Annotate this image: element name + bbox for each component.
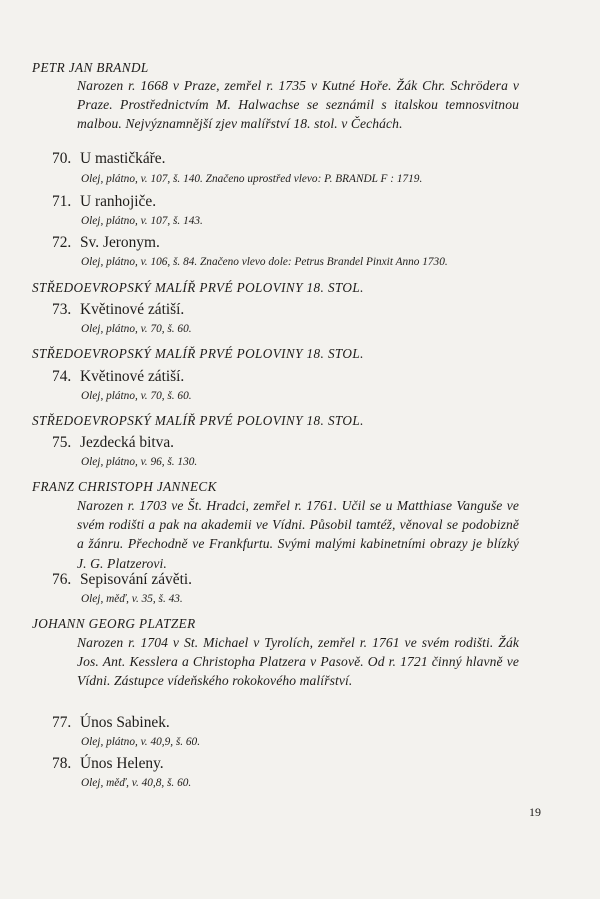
artist-heading: FRANZ CHRISTOPH JANNECK: [32, 479, 217, 494]
artist-heading: JOHANN GEORG PLATZER: [32, 616, 196, 631]
artist-bio: Narozen r. 1668 v Praze, zemřel r. 1735 v Kutné Hoře. Žák Chr. Schrödera v Praze. Prostřednictvím M. Halwachse se seznámil s italskou temnosvitnou malbou. Nejvýznamnější zjev malířství 18. stol. v Čechách.: [77, 78, 519, 132]
item-detail: Olej, plátno, v. 40,9, š. 60.: [81, 736, 201, 748]
item-detail: Olej, plátno, v. 96, š. 130.: [81, 456, 198, 468]
item-number: 71.: [52, 193, 72, 210]
item-detail: Olej, plátno, v. 70, š. 60.: [81, 390, 192, 402]
item-name: Sepisování závěti.: [80, 571, 192, 588]
catalog-item-title: [52, 301, 184, 319]
item-number: 74.: [52, 368, 72, 385]
item-number: 78.: [52, 755, 72, 772]
artist-heading: STŘEDOEVROPSKÝ MALÍŘ PRVÉ POLOVINY 18. STOL.: [32, 280, 364, 295]
item-detail: Olej, plátno, v. 107, š. 140. Značeno uprostřed vlevo: P. BRANDL F : 1719.: [81, 173, 423, 185]
catalog-item-title: [52, 150, 165, 168]
item-name: Únos Sabinek.: [80, 714, 170, 731]
item-name: Květinové zátiší.: [80, 301, 185, 318]
artist-heading: PETR JAN BRANDL: [32, 60, 149, 75]
item-number: 75.: [52, 434, 72, 451]
catalog-item-title: [52, 193, 156, 211]
item-name: Jezdecká bitva.: [80, 434, 175, 451]
artist-bio: Narozen r. 1704 v St. Michael v Tyrolích, zemřel r. 1761 ve svém rodišti. Žák Jos. Ant. Kesslera a Christopha Platzera v Pasově. Od r. 1721 činný hlavně ve Vídni. Zástupce vídeňského rokokového malířství.: [77, 635, 519, 689]
catalog-item-title: [52, 714, 170, 732]
item-number: 72.: [52, 234, 72, 251]
item-name: Květinové zátiší.: [80, 368, 185, 385]
item-detail: Olej, plátno, v. 107, š. 143.: [81, 215, 203, 227]
item-detail: Olej, měď, v. 40,8, š. 60.: [81, 777, 192, 789]
item-name: Únos Heleny.: [80, 755, 164, 772]
item-name: Sv. Jeronym.: [80, 234, 160, 251]
item-detail: Olej, plátno, v. 70, š. 60.: [81, 323, 192, 335]
item-name: U mastičkáře.: [80, 150, 166, 167]
item-number: 76.: [52, 571, 72, 588]
item-number: 70.: [52, 150, 72, 167]
item-detail: Olej, plátno, v. 106, š. 84. Značeno vlevo dole: Petrus Brandel Pinxit Anno 1730.: [81, 256, 448, 268]
artist-heading: STŘEDOEVROPSKÝ MALÍŘ PRVÉ POLOVINY 18. STOL.: [32, 346, 364, 361]
artist-heading: STŘEDOEVROPSKÝ MALÍŘ PRVÉ POLOVINY 18. STOL.: [32, 413, 364, 428]
page-number: 19: [529, 805, 541, 819]
artist-bio: Narozen r. 1703 ve Št. Hradci, zemřel r. 1761. Učil se u Matthiase Vanguše ve svém rodišti a pak na akademii ve Vídni. Působil tamtéž, věnoval se podobizně a žánru. Přechodně ve Frankfurtu. Svými malými kabinetními obrazy je blízký J. G. Platzerovi.: [77, 498, 519, 571]
item-number: 73.: [52, 301, 72, 318]
catalog-item-title: [52, 434, 174, 452]
catalog-item-title: [52, 234, 160, 252]
item-name: U ranhojiče.: [80, 193, 157, 210]
item-detail: Olej, měď, v. 35, š. 43.: [81, 593, 183, 605]
item-number: 77.: [52, 714, 72, 731]
catalog-item-title: [52, 368, 184, 386]
catalog-item-title: [52, 755, 164, 773]
catalog-item-title: [52, 571, 192, 589]
